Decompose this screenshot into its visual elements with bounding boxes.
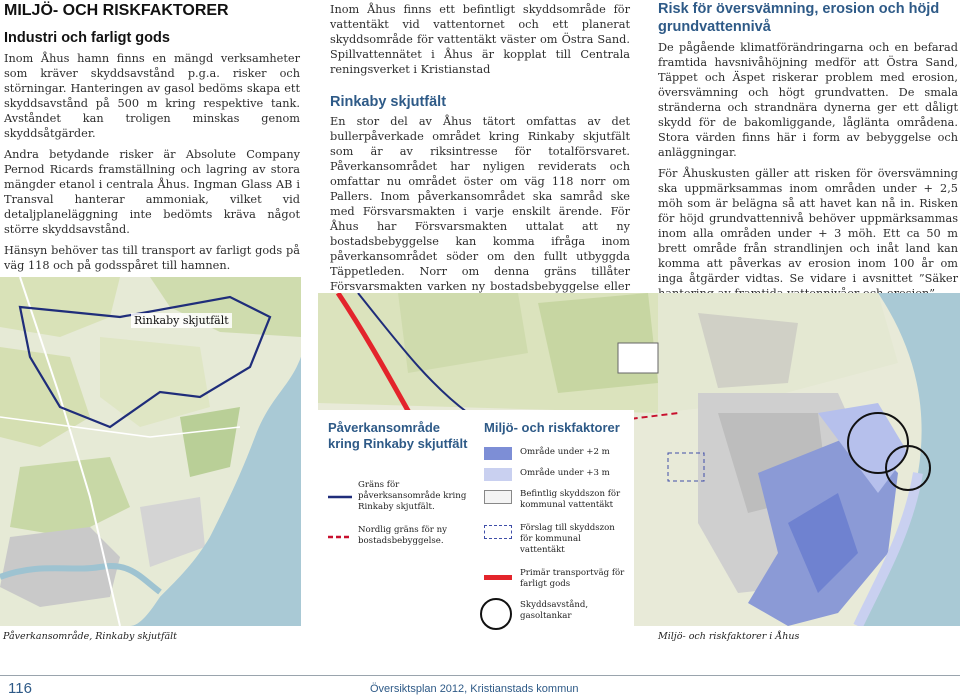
- middle-paragraph-1: Inom Åhus finns ett befintligt skyddsområde för vattentäkt vid vattentornet och ett planerat skyddsområde för vattentäkt väster om Östra Sand. Spillvattennätet i Åhus är kopplat till Centrala reningsverket i Kristianstad: [330, 3, 630, 76]
- footer-title: Översiktsplan 2012, Kristianstads kommun: [370, 683, 579, 695]
- area-below-2m-swatch: [484, 447, 512, 460]
- right-paragraph-2: För Åhuskusten gäller att risken för översvämning ska uppmärksammas inom områden under + 2,5 möh som är belägna så att havet kan nå in. Risken för höjd grundvattennivå behöver uppmärksammas inom alla områden under + 3 möh. Ett ca 50 m brett område från strandlinjen och inåt land kan komma att påverkas av erosion inom 100 år om inga åtgärder vidtas. Se vidare i avsnittet ”Säker: [658, 167, 958, 285]
- legend-rinkaby-item-1: Gräns för påverksansområde kring Rinkaby skjutfält.: [358, 480, 467, 512]
- area-below-3m-swatch: [484, 468, 512, 481]
- middle-paragraph-2: En stor del av Åhus tätort omfattas av det bullerpåverkade området kring Rinkaby skjutfält som är av riksintresse för totalförsvaret. Påverkansområdet har nyligen reviderats och omfattar nu området öster om väg 118 norr om Pallers. Inom påverkansområdet ska samråd ske med Försvarsmakten i varje enskilt ärende. För Åhus har Försvarsmakten uttalat att ny bostadsbebyggelse kan komma ifråga inom påverkansområdet söder om den fullt utbyggda Täppetleden. Norr om denna gräns tillåter Försvarsmakten varken ny bostadsbebyggelse eller: [330, 115, 630, 293]
- legend-risk-box: [478, 410, 634, 626]
- right-paragraph-1: De pågående klimatförändringarna och en befarad framtida havsnivåhöjning medför att Östra Sand, Täppet och Äspet riskerar problem med erosion, översvämning och högt grundvatten. De smala stränderna och strandnära dynerna ger ett dåligt skydd för de bakomliggande, låglänta områdena. Stora värden finns här i form av bebyggelse och anläggningar.: [658, 41, 958, 159]
- legend-risk-item-4: Förslag till skyddszon för kommunal vattentäkt: [520, 523, 615, 555]
- left-body: [4, 51, 300, 279]
- industry-subtitle: Industri och farligt gods: [4, 30, 170, 46]
- map-rinkaby-graphic: [0, 277, 301, 626]
- legend-rinkaby-title: Påverkansområde kring Rinkaby skjutfält: [328, 420, 468, 451]
- legend-rinkaby-item-2: Nordlig gräns för ny bostadsbebyggelse.: [358, 525, 448, 546]
- section-title: MILJÖ- OCH RISKFAKTORER: [4, 2, 229, 19]
- dashed-line-icon: [328, 535, 352, 539]
- right-body: [658, 40, 958, 307]
- legend-risk-item-1: Område under +2 m: [520, 447, 610, 457]
- map-ahus-caption: Miljö- och riskfaktorer i Åhus: [658, 631, 800, 642]
- legend-risk-item-2: Område under +3 m: [520, 468, 610, 478]
- map-rinkaby: [0, 277, 301, 626]
- legend-risk-item-5: Primär transportväg för farligt gods: [520, 568, 625, 589]
- legend-rinkaby-box: [318, 410, 478, 626]
- rinkaby-map-label: Rinkaby skjutfält: [131, 313, 232, 328]
- boundary-line-icon: [328, 495, 352, 499]
- left-paragraph-3: Hänsyn behöver tas till transport av farligt gods på väg 118 och på godsspåret till hamnen.: [4, 244, 300, 272]
- legend-risk-item-6: Skyddsavstånd, gasoltankar: [520, 600, 589, 621]
- map-rinkaby-caption: Påverkansområde, Rinkaby skjutfält: [3, 631, 177, 642]
- water-zone-swatch: [484, 490, 512, 504]
- transport-route-swatch: [484, 575, 512, 580]
- rinkaby-subtitle: Rinkaby skjutfält: [330, 94, 447, 110]
- page-number: 116: [8, 680, 32, 697]
- proposed-zone-swatch: [484, 525, 512, 539]
- left-paragraph-2: Andra betydande risker är Absolute Company Pernod Ricards framställning och lagring av stora mängder etanol i centrala Åhus. Ingman Glass AB i Transval hanterar ammoniak, vilket vid detaljplaneläggning inte bedömts kräva något större skyddsavstånd.: [4, 148, 300, 236]
- gasol-circle-icon: [480, 598, 512, 630]
- footer-rule: [0, 675, 960, 676]
- legend-risk-title: Miljö- och riskfaktorer: [484, 420, 620, 435]
- flood-risk-subtitle: Risk för översvämning, erosion och höjd grundvattennivå: [658, 1, 940, 35]
- left-paragraph-1: Inom Åhus hamn finns en mängd verksamheter som kräver skyddsavstånd p.g.a. risker och störningar. Hanteringen av gasol bedöms skapa ett skyddsavstånd på 500 m kring respektive tank. Avståndet kan troligen minskas genom skyddsåtgärder.: [4, 52, 300, 140]
- legend-risk-item-3: Befintlig skyddszon för kommunal vattentäkt: [520, 489, 621, 510]
